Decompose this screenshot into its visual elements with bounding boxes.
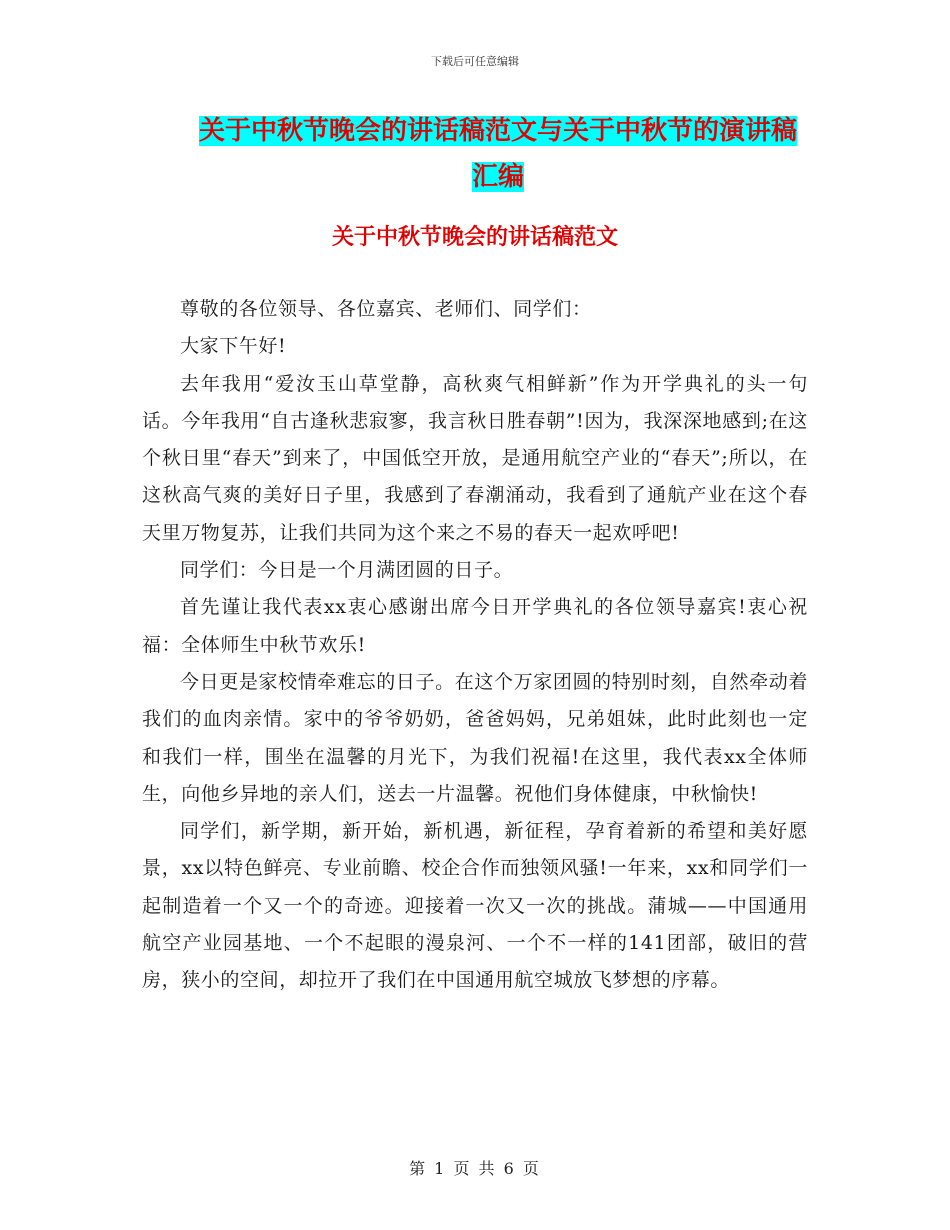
- body-text: [142, 291, 808, 1000]
- paragraph: 大家下午好!: [180, 335, 287, 358]
- page-number-footer: 第 1 页 共 6 页: [409, 1159, 541, 1178]
- main-title: [188, 108, 808, 200]
- paragraph: 去年我用“爱汝玉山草堂静，高秋爽气相鲜新”作为开学典礼的头一句话。今年我用“自古逢秋悲寂寥，我言秋日胜春朝”!因为，我深深地感到;在这个秋日里“春天”到来了，中国低空开放，是通用航空产业的“春天”;所以，在这秋高气爽的美好日子里，我感到了春潮涌动，我看到了通航产业在这个春天里万物复苏，让我们共同为这个来之不易的春天一起欢呼吧!: [142, 372, 808, 544]
- paragraph: 今日更是家校情牵难忘的日子。在这个万家团圆的特别时刻，自然牵动着我们的血肉亲情。家中的爷爷奶奶，爸爸妈妈，兄弟姐妹，此时此刻也一定和我们一样，围坐在温馨的月光下，为我们祝福!在这里，我代表xx全体师生，向他乡异地的亲人们，送去一片温馨。祝他们身体健康，中秋愉快!: [142, 670, 808, 805]
- main-title-line2: 汇编: [471, 162, 524, 192]
- paragraph: 首先谨让我代表xx衷心感谢出席今日开学典礼的各位领导嘉宾!衷心祝福：全体师生中秋节欢乐!: [142, 596, 808, 656]
- paragraph: 尊敬的各位领导、各位嘉宾、老师们、同学们：: [180, 298, 592, 320]
- main-title-line1: 关于中秋节晚会的讲话稿范文与关于中秋节的演讲稿: [198, 116, 797, 146]
- section-title: 关于中秋节晚会的讲话稿范文: [331, 225, 618, 250]
- header-note: 下载后可任意编辑: [431, 55, 519, 68]
- paragraph: 同学们，新学期，新开始，新机遇，新征程，孕育着新的希望和美好愿景，xx以特色鲜亮、专业前瞻、校企合作而独领风骚!一年来，xx和同学们一起制造着一个又一个的奇迹。迎接着一次又一次的挑战。蒲城——中国通用航空产业园基地、一个不起眼的漫泉河、一个不一样的141团部，破旧的营房，狭小的空间，却拉开了我们在中国通用航空城放飞梦想的序幕。: [142, 820, 808, 992]
- paragraph: 同学们：今日是一个月满团圆的日子。: [180, 559, 514, 582]
